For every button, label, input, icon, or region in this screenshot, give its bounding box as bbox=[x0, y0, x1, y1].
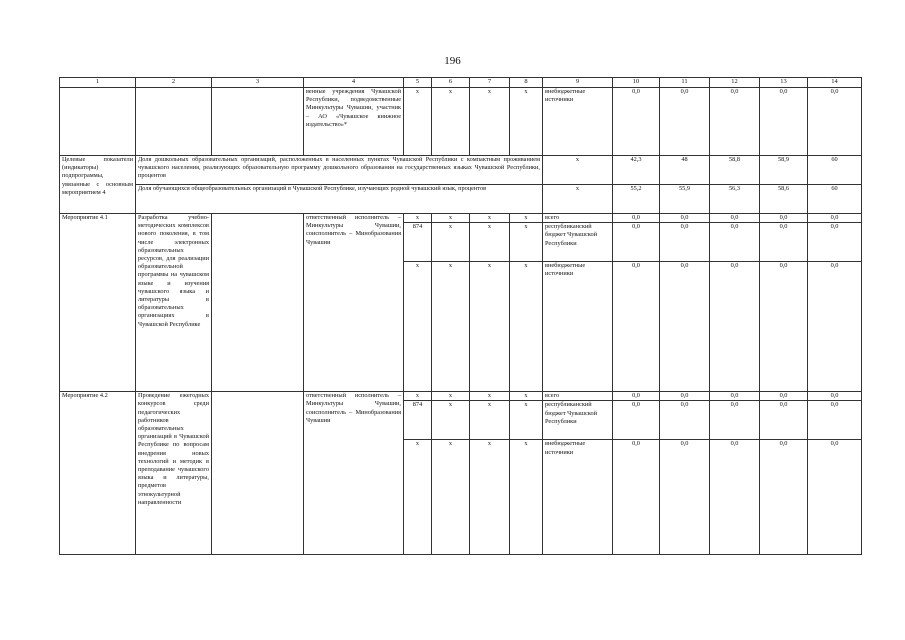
empty-cell bbox=[136, 88, 212, 156]
code-cell: x bbox=[470, 440, 510, 555]
target-row bbox=[60, 156, 862, 185]
code-cell: x bbox=[404, 88, 432, 156]
col-header: 13 bbox=[760, 78, 808, 88]
code-cell: x bbox=[510, 401, 543, 440]
value-cell: 0,0 bbox=[808, 88, 862, 156]
col-header: 5 bbox=[404, 78, 432, 88]
value-cell: 0,0 bbox=[613, 392, 660, 401]
value-cell: 0,0 bbox=[760, 88, 808, 156]
value-cell: 0,0 bbox=[710, 392, 760, 401]
measure-name: Мероприятие 4.2 bbox=[60, 392, 136, 555]
code-cell: x bbox=[432, 262, 470, 392]
value-cell: 0,0 bbox=[613, 401, 660, 440]
target-value: 60 bbox=[808, 185, 862, 214]
continuation-row bbox=[60, 88, 862, 156]
value-cell: 0,0 bbox=[710, 214, 760, 223]
value-cell: 0,0 bbox=[660, 401, 710, 440]
source-cell: внебюджетные источники bbox=[543, 262, 613, 392]
target-value: 58,8 bbox=[710, 156, 760, 185]
code-cell: x bbox=[404, 392, 432, 401]
source-cell: всего bbox=[543, 392, 613, 401]
value-cell: 0,0 bbox=[760, 440, 808, 555]
col-header: 2 bbox=[136, 78, 212, 88]
value-cell: 0,0 bbox=[808, 223, 862, 262]
target-text: Доля дошкольных образовательных организаций, расположенных в населенных пунктах Чувашской Республики с компактным проживанием чувашского населения, реализующих образовательную программу дошкольного образования на государственных языках Чувашской Республики, процентов bbox=[136, 156, 543, 185]
target-value: 55,9 bbox=[660, 185, 710, 214]
value-cell: 0,0 bbox=[808, 392, 862, 401]
code-cell: x bbox=[470, 214, 510, 223]
value-cell: 0,0 bbox=[808, 401, 862, 440]
targets-label: Целевые показатели (индикаторы) подпрограммы, увязанные с основным мероприятием 4 bbox=[60, 156, 136, 214]
value-cell: 0,0 bbox=[710, 262, 760, 392]
source-cell: всего bbox=[543, 214, 613, 223]
code-cell: x bbox=[432, 440, 470, 555]
value-cell: 0,0 bbox=[613, 223, 660, 262]
value-cell: 0,0 bbox=[808, 262, 862, 392]
value-cell: 0,0 bbox=[710, 401, 760, 440]
value-cell: 0,0 bbox=[660, 223, 710, 262]
value-cell: 0,0 bbox=[660, 214, 710, 223]
executor-cell: венные учреждения Чувашской Республики, подведомственные Минкультуры Чувашии, участник – АО «Чувашское книжное издательство»* bbox=[304, 88, 404, 156]
code-cell: x bbox=[470, 392, 510, 401]
code-cell: x bbox=[510, 88, 543, 156]
target-mark: x bbox=[543, 156, 613, 185]
value-cell: 0,0 bbox=[760, 223, 808, 262]
code-cell: x bbox=[404, 440, 432, 555]
col-header: 9 bbox=[543, 78, 613, 88]
col-header: 7 bbox=[470, 78, 510, 88]
col-header: 11 bbox=[660, 78, 710, 88]
col-header: 4 bbox=[304, 78, 404, 88]
source-cell: внебюджетные источники bbox=[543, 440, 613, 555]
value-cell: 0,0 bbox=[613, 440, 660, 555]
target-value: 56,3 bbox=[710, 185, 760, 214]
target-value: 48 bbox=[660, 156, 710, 185]
code-cell: x bbox=[432, 392, 470, 401]
empty-cell bbox=[212, 392, 304, 555]
value-cell: 0,0 bbox=[710, 223, 760, 262]
measure-row bbox=[60, 214, 862, 223]
source-cell: внебюджетные источники bbox=[543, 88, 613, 156]
code-cell: x bbox=[470, 262, 510, 392]
value-cell: 0,0 bbox=[613, 88, 660, 156]
measure-description: Проведение ежегодных конкурсов среди педагогических работников образовательных организаций в Чувашской Республике по вопросам внедрения новых технологий и методик в преподавание чувашского языка и литературы, предметов этнокультурной направленности bbox=[136, 392, 212, 555]
target-value: 42,3 bbox=[613, 156, 660, 185]
code-cell: x bbox=[470, 401, 510, 440]
value-cell: 0,0 bbox=[760, 401, 808, 440]
empty-cell bbox=[60, 88, 136, 156]
measure-executor: ответственный исполнитель – Минкультуры Чувашии, соисполнитель – Минобразования Чувашии bbox=[304, 392, 404, 555]
value-cell: 0,0 bbox=[660, 88, 710, 156]
target-row bbox=[60, 185, 862, 214]
value-cell: 0,0 bbox=[710, 88, 760, 156]
code-cell: x bbox=[432, 214, 470, 223]
col-header: 12 bbox=[710, 78, 760, 88]
col-header: 6 bbox=[432, 78, 470, 88]
value-cell: 0,0 bbox=[660, 392, 710, 401]
program-table bbox=[59, 77, 862, 555]
value-cell: 0,0 bbox=[710, 440, 760, 555]
code-cell: x bbox=[432, 88, 470, 156]
value-cell: 0,0 bbox=[808, 214, 862, 223]
value-cell: 0,0 bbox=[613, 214, 660, 223]
value-cell: 0,0 bbox=[808, 440, 862, 555]
measure-executor: ответственный исполнитель – Минкультуры Чувашии, соисполнитель – Минобразования Чувашии bbox=[304, 214, 404, 392]
empty-cell bbox=[212, 214, 304, 392]
value-cell: 0,0 bbox=[660, 440, 710, 555]
target-value: 55,2 bbox=[613, 185, 660, 214]
code-cell: x bbox=[432, 401, 470, 440]
value-cell: 0,0 bbox=[760, 392, 808, 401]
col-header: 14 bbox=[808, 78, 862, 88]
code-cell: x bbox=[510, 214, 543, 223]
header-row bbox=[60, 78, 862, 88]
measure-description: Разработка учебно-методических комплексов нового поколения, в том числе электронных образовательных ресурсов, для реализации образовательной программы на чувашском языке и изучения чувашского языка и литературы в образовательных организациях в Чувашской Республике bbox=[136, 214, 212, 392]
code-cell: x bbox=[470, 223, 510, 262]
value-cell: 0,0 bbox=[760, 262, 808, 392]
target-mark: x bbox=[543, 185, 613, 214]
target-value: 58,9 bbox=[760, 156, 808, 185]
measure-row bbox=[60, 392, 862, 401]
target-text: Доля обучающихся общеобразовательных организаций в Чувашской Республике, изучающих родной чувашский язык, процентов bbox=[136, 185, 543, 214]
code-cell: 874 bbox=[404, 223, 432, 262]
code-cell: x bbox=[510, 440, 543, 555]
code-cell: x bbox=[404, 214, 432, 223]
col-header: 10 bbox=[613, 78, 660, 88]
code-cell: x bbox=[432, 223, 470, 262]
empty-cell bbox=[212, 88, 304, 156]
measure-name: Мероприятие 4.1 bbox=[60, 214, 136, 392]
target-value: 60 bbox=[808, 156, 862, 185]
code-cell: x bbox=[470, 88, 510, 156]
col-header: 1 bbox=[60, 78, 136, 88]
value-cell: 0,0 bbox=[660, 262, 710, 392]
page-number: 196 bbox=[444, 55, 461, 67]
value-cell: 0,0 bbox=[760, 214, 808, 223]
source-cell: республиканский бюджет Чувашской Республики bbox=[543, 223, 613, 262]
code-cell: x bbox=[510, 262, 543, 392]
col-header: 3 bbox=[212, 78, 304, 88]
code-cell: x bbox=[510, 392, 543, 401]
value-cell: 0,0 bbox=[613, 262, 660, 392]
col-header: 8 bbox=[510, 78, 543, 88]
code-cell: x bbox=[404, 262, 432, 392]
target-value: 58,6 bbox=[760, 185, 808, 214]
code-cell: x bbox=[510, 223, 543, 262]
code-cell: 874 bbox=[404, 401, 432, 440]
source-cell: республиканский бюджет Чувашской Республики bbox=[543, 401, 613, 440]
